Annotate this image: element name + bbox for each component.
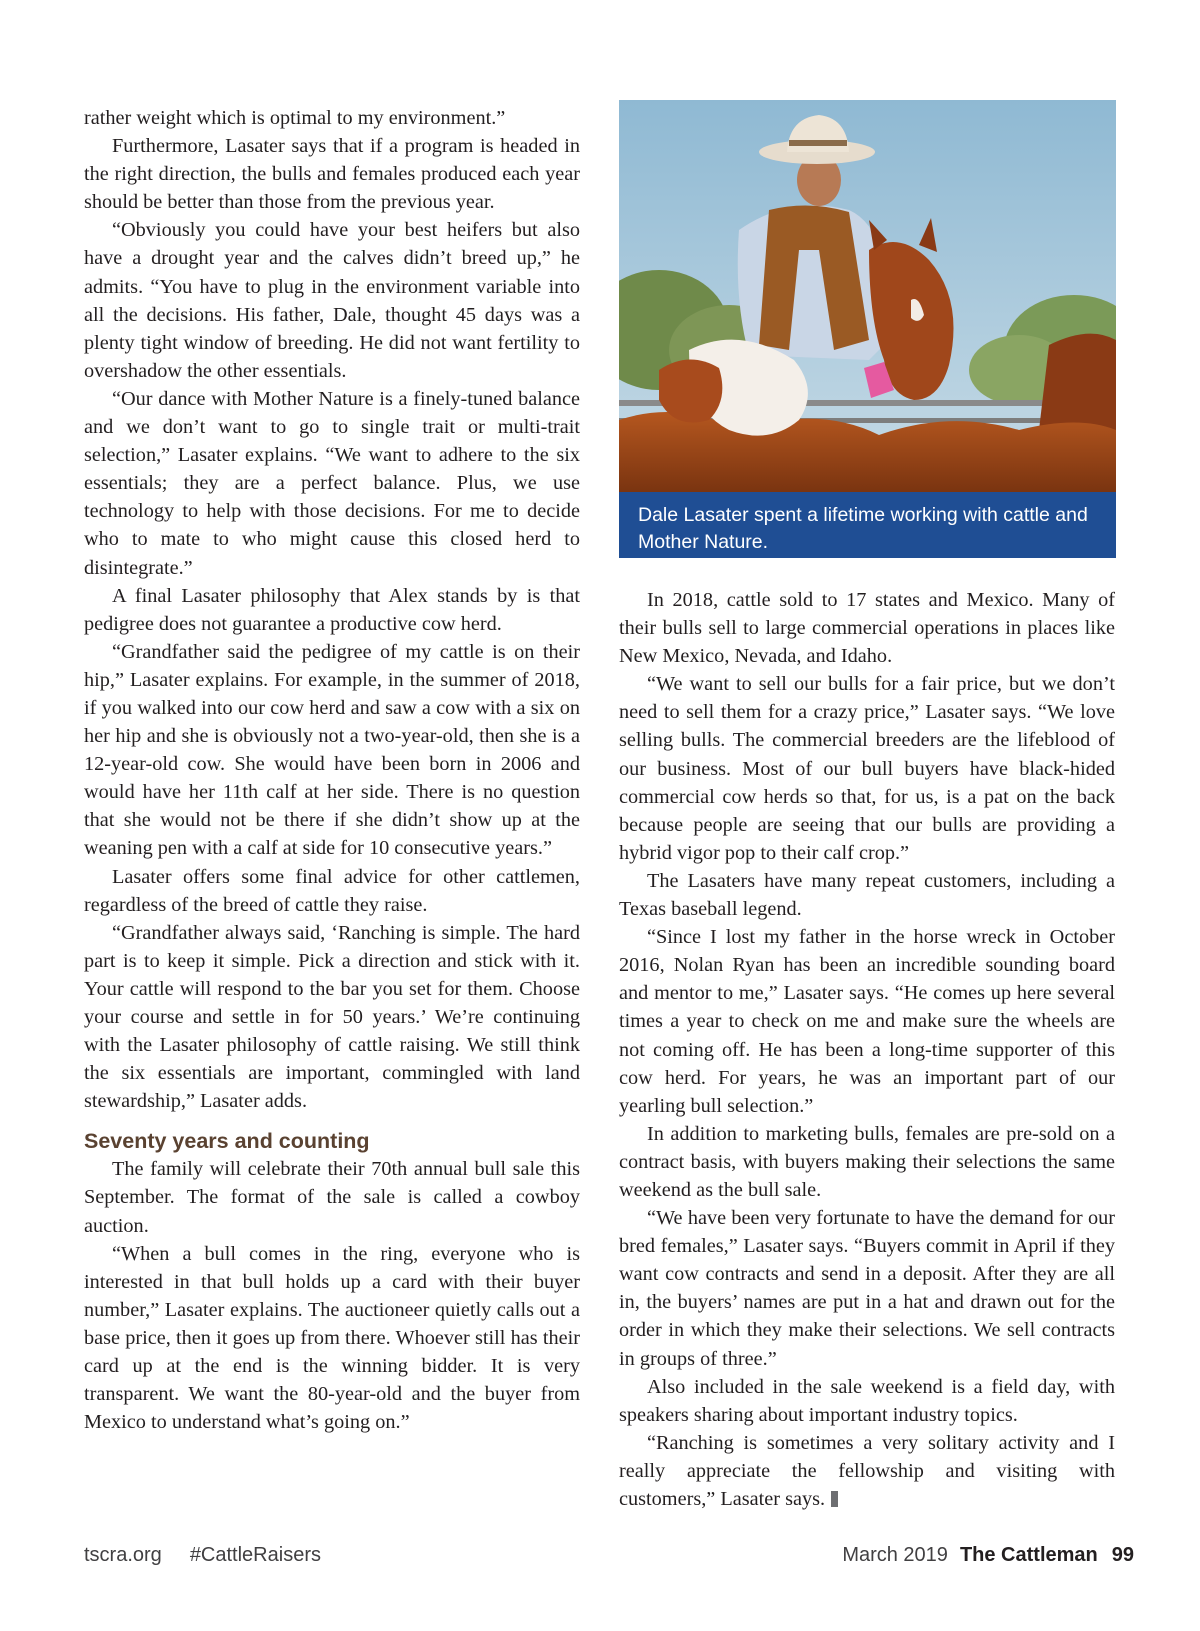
body-paragraph: “Grandfather said the pedigree of my cattle is on their hip,” Lasater explains. For example, in the summer of 2018, if you walked into our cow herd and saw a cow with a six on her hip and she is obviously not a two-year-old, then she is a 12-year-old cow. She would have been born in 2006 and would have her 11th calf at her side. There is no question that she would not be there if she didn’t show up at the weaning pen with a calf at side for 10 consecutive years.” xyxy=(84,640,580,860)
body-paragraph: “Since I lost my father in the horse wreck in October 2016, Nolan Ryan has been an incredible sounding board and mentor to me,” Lasater says. “He comes up here several times a year to check on me and make sure the wheels are not coming off. He has been a long-time supporter of this cow herd. For years, he was an important part of our yearling bull selection.” xyxy=(619,926,1115,1117)
body-paragraph: “Obviously you could have your best heifers but also have a drought year and the calves didn’t breed up,” he admits. “You have to plug in the environment variable into all the decisions. His father, Dale, thought 45 days was a plenty tight window of breeding. He did not want fertility to overshadow the other essentials. xyxy=(84,219,580,382)
footer-issue-date: March 2019 xyxy=(842,1544,948,1566)
right-text-column xyxy=(619,586,1115,1513)
body-paragraph: “When a bull comes in the ring, everyone who is interested in that bull holds up a card with their buyer number,” Lasater explains. The auctioneer quietly calls out a base price, then it goes up from there. Whoever still has their card up at the end is the winning bidder. It is very transparent. We want the 80-year-old and the buyer from Mexico to understand what’s going on.” xyxy=(84,1242,580,1434)
body-paragraph: A final Lasater philosophy that Alex stands by is that pedigree does not guarantee a productive cow herd. xyxy=(84,584,580,635)
body-paragraph: In 2018, cattle sold to 17 states and Mexico. Many of their bulls sell to large commercial operations in places like New Mexico, Nevada, and Idaho. xyxy=(619,589,1115,668)
page-number: 99 xyxy=(1111,1544,1134,1566)
footer-website: tscra.org xyxy=(84,1544,162,1566)
body-paragraph: Lasater offers some final advice for other cattlemen, regardless of the breed of cattle they raise. xyxy=(84,865,580,916)
section-subhead: Seventy years and counting xyxy=(84,1129,370,1154)
body-paragraph: The Lasaters have many repeat customers, including a Texas baseball legend. xyxy=(619,869,1115,921)
end-of-article-mark xyxy=(831,1491,838,1507)
body-paragraph xyxy=(619,1429,1115,1513)
left-text-column xyxy=(84,104,580,1436)
body-paragraph: “We have been very fortunate to have the demand for our bred females,” Lasater says. “Buyers commit in April if they want cow contracts and send in a deposit. After they are all in, the buyers’ names are put in a hat and drawn out for the order in which they make their selections. We sell contracts in groups of three.” xyxy=(619,1207,1115,1370)
footer-hashtag: #CattleRaisers xyxy=(189,1544,321,1566)
photo-caption xyxy=(619,492,1116,558)
footer-left xyxy=(84,1542,321,1568)
body-paragraph: “We want to sell our bulls for a fair price, but we don’t need to sell them for a crazy price,” Lasater says. “We love selling bulls. The commercial breeders are the lifeblood of our business. Most of our bull buyers have black-hided commercial cow herds so that, for us, is a pat on the back because people are seeing that our bulls are providing a hybrid vigor pop to their calf crop.” xyxy=(619,673,1115,864)
body-paragraph: The family will celebrate their 70th annual bull sale this September. The format of the sale is called a cowboy auction. xyxy=(84,1158,580,1237)
body-paragraph: “Grandfather always said, ‘Ranching is simple. The hard part is to keep it simple. Pick a direction and stick with it. Your cattle will respond to the bar you set for them. Choose your course and settle in for 50 years.’ We’re continuing with the Lasater philosophy of cattle raising. We still think the six essentials are important, commingled with land stewardship,” Lasater adds. xyxy=(84,921,580,1113)
body-paragraph: Also included in the sale weekend is a field day, with speakers sharing about important industry topics. xyxy=(619,1375,1115,1426)
cowboy-on-horse-photo xyxy=(619,100,1116,492)
footer-magazine-name: The Cattleman xyxy=(959,1544,1098,1566)
caption-text: Dale Lasater spent a lifetime working with cattle and Mother Nature. xyxy=(638,504,1088,553)
body-paragraph: In addition to marketing bulls, females are pre-sold on a contract basis, with buyers making their selections the same weekend as the bull sale. xyxy=(619,1122,1115,1201)
body-paragraph: Furthermore, Lasater says that if a program is headed in the right direction, the bulls and females produced each year should be better than those from the previous year. xyxy=(84,135,580,214)
footer-right xyxy=(842,1542,1134,1568)
final-paragraph-text: “Ranching is sometimes a very solitary activity and I really appreciate the fellowship and visiting with customers,” Lasater says. xyxy=(619,1431,1115,1510)
body-paragraph: rather weight which is optimal to my environment.” xyxy=(84,107,506,129)
body-paragraph: “Our dance with Mother Nature is a finely-tuned balance and we don’t want to go to single trait or multi-trait selection,” Lasater explains. “We want to adhere to the six essentials; they are a perfect balance. Plus, we use technology to help with those decisions. For me to decide who to mate to who might cause this closed herd to disintegrate.” xyxy=(84,387,580,579)
